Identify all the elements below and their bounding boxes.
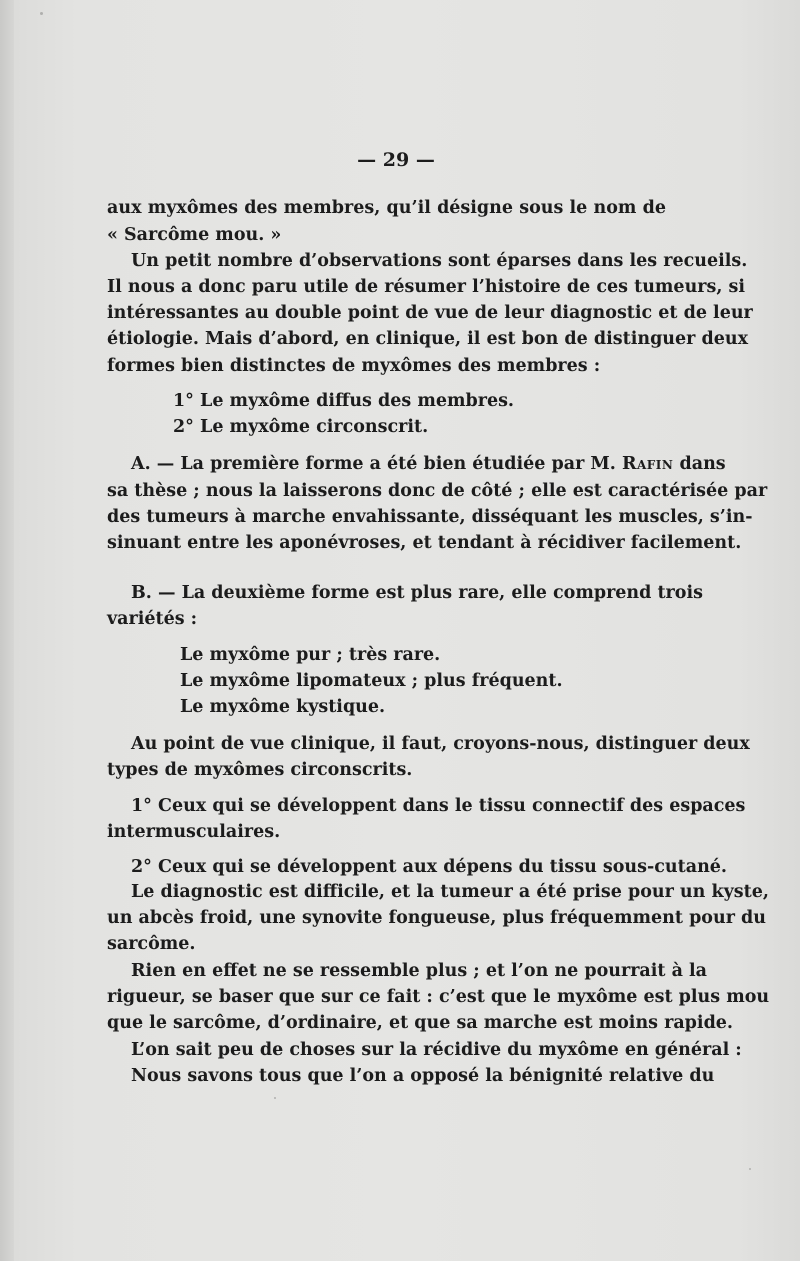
text-line: aux myxômes des membres, qu’il désigne sous le nom de — [107, 198, 666, 218]
text-line: « Sarcôme mou. » — [107, 225, 282, 245]
text-line: formes bien distinctes de myxômes des membres : — [107, 356, 601, 376]
text-line: étiologie. Mais d’abord, en clinique, il est bon de distinguer deux — [107, 329, 748, 349]
list-item: Le myxôme lipomateux ; plus fréquent. — [180, 671, 563, 691]
text-line: 2° Ceux qui se développent aux dépens du tissu sous-cutané. — [131, 857, 728, 877]
text-line: Un petit nombre d’observations sont éparses dans les recueils. — [131, 251, 748, 271]
text-line: un abcès froid, une synovite fongueuse, plus fréquemment pour du — [107, 908, 766, 928]
text-line: sarcôme. — [107, 934, 196, 954]
paper-speck — [40, 12, 43, 15]
text-line: types de myxômes circonscrits. — [107, 760, 413, 780]
text-line: 1° Ceux qui se développent dans le tissu connectif des espaces — [131, 796, 746, 816]
text-line: des tumeurs à marche envahissante, disséquant les muscles, s’in- — [107, 507, 753, 527]
text-line: Au point de vue clinique, il faut, croyons-nous, distinguer deux — [131, 734, 750, 754]
author-name: Rafin — [621, 454, 674, 474]
list-item: 2° Le myxôme circonscrit. — [173, 417, 429, 437]
text-line: rigueur, se baser que sur ce fait : c’est que le myxôme est plus mou — [107, 987, 770, 1007]
text-line: Il nous a donc paru utile de résumer l’histoire de ces tumeurs, si — [107, 277, 746, 297]
text-line: Rien en effet ne se ressemble plus ; et l’on ne pourrait à la — [131, 961, 707, 981]
text-line: B. — La deuxième forme est plus rare, elle comprend trois — [131, 583, 703, 603]
text-line: sa thèse ; nous la laisserons donc de côté ; elle est caractérisée par — [107, 481, 768, 501]
paper-speck — [749, 1168, 751, 1170]
page-edge — [0, 0, 14, 1261]
list-item: 1° Le myxôme diffus des membres. — [173, 391, 515, 411]
text-line: L’on sait peu de choses sur la récidive du myxôme en général : — [131, 1040, 742, 1060]
list-item: Le myxôme kystique. — [180, 697, 386, 717]
text-line: Nous savons tous que l’on a opposé la bénignité relative du — [131, 1066, 715, 1086]
text-line: intermusculaires. — [107, 822, 281, 842]
page-number: — 29 — — [357, 149, 435, 171]
list-item: Le myxôme pur ; très rare. — [180, 645, 441, 665]
paper-speck — [274, 1097, 276, 1099]
text-line: intéressantes au double point de vue de leur diagnostic et de leur — [107, 303, 753, 323]
text-line: que le sarcôme, d’ordinaire, et que sa marche est moins rapide. — [107, 1013, 734, 1033]
text-line: variétés : — [107, 609, 198, 629]
text-line: Le diagnostic est difficile, et la tumeur a été prise pour un kyste, — [131, 882, 769, 902]
text-line: sinuant entre les aponévroses, et tendant à récidiver facilement. — [107, 533, 742, 553]
text-line: A. — La première forme a été bien étudiée par M. Rafin dans — [131, 454, 726, 474]
